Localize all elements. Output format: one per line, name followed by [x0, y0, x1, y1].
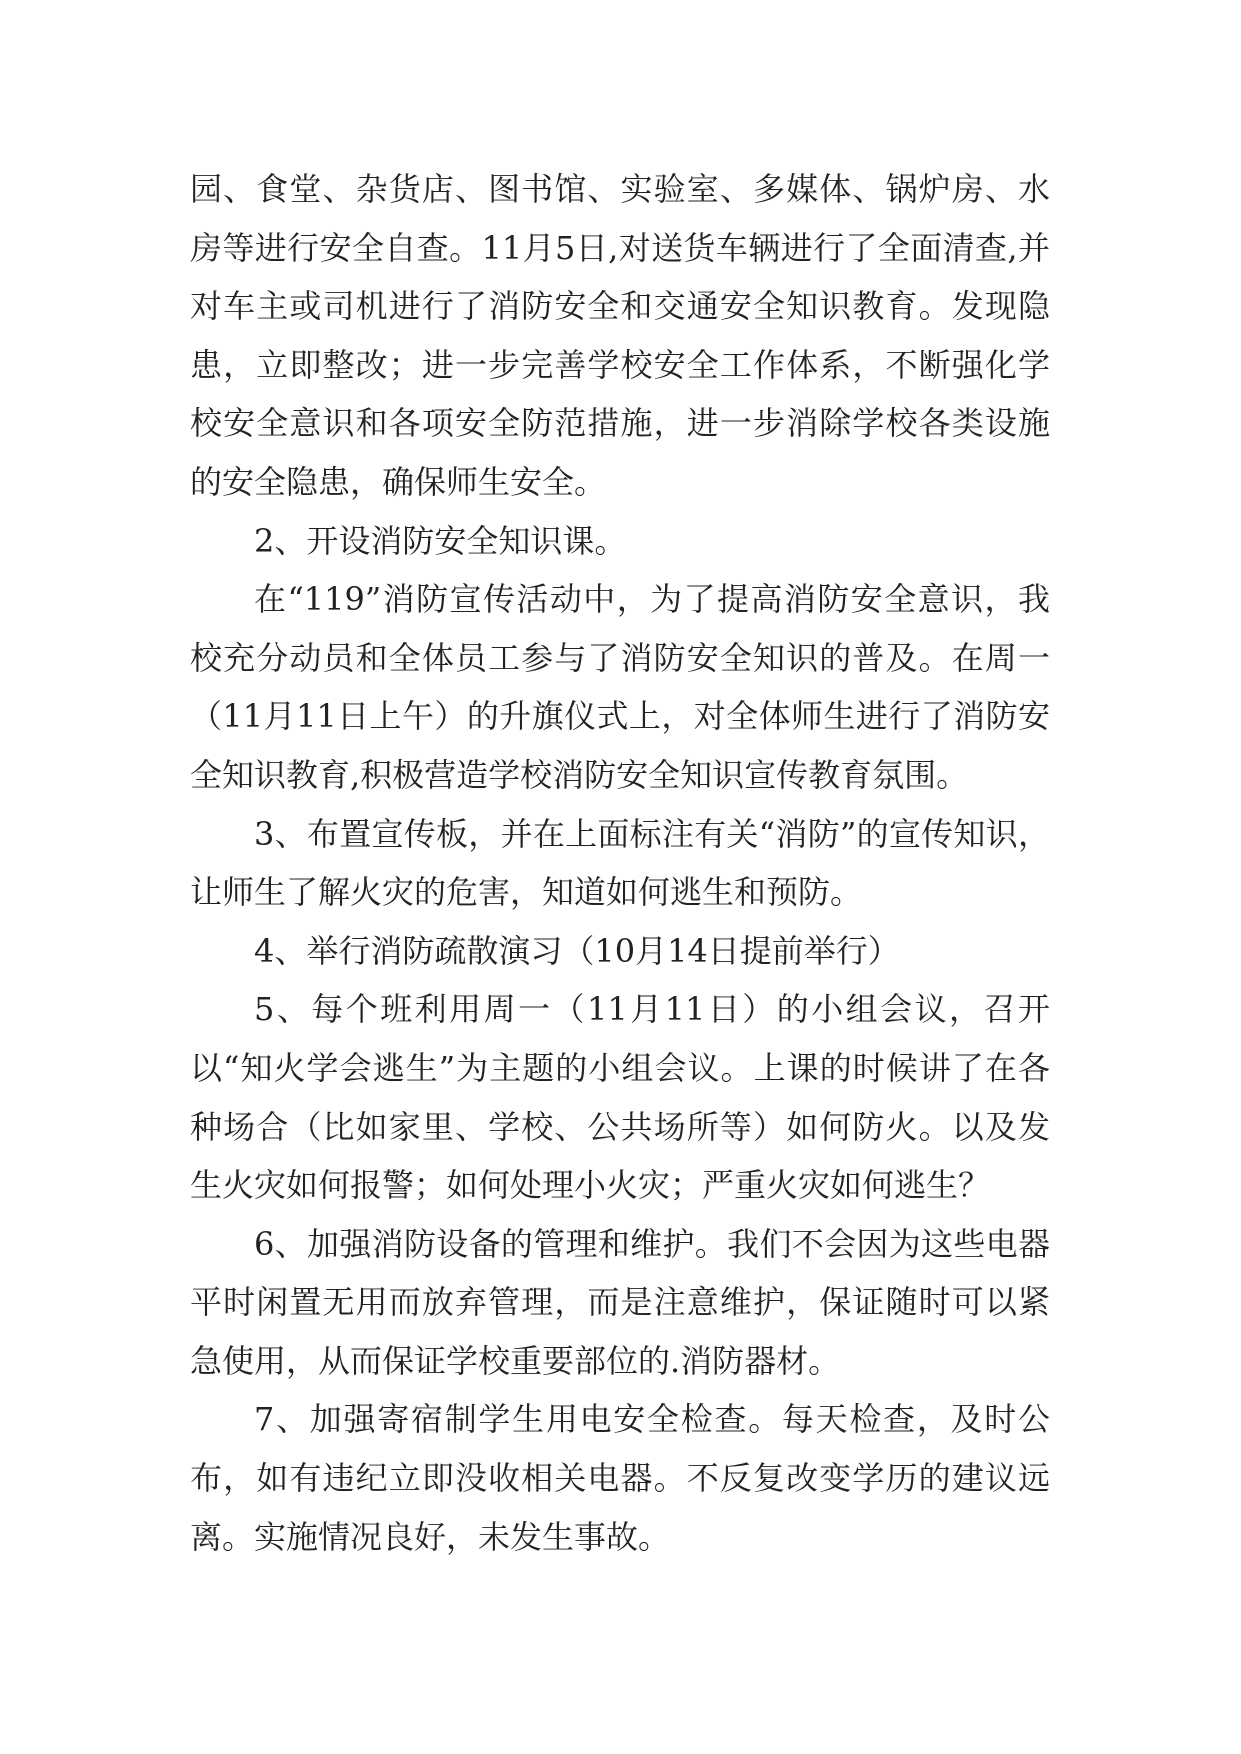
paragraph-equipment-maintenance: 6、加强消防设备的管理和维护。我们不会因为这些电器平时闲置无用而放弃管理，而是注意维护，保证随时可以紧急使用，从而保证学校重要部位的.消防器材。	[190, 1224, 1050, 1380]
paragraph-class-meeting: 5、每个班利用周一（11月11日）的小组会议，召开以“知火学会逃生”为主题的小组会议。上课的时候讲了在各种场合（比如家里、学校、公共场所等）如何防火。以及发生火灾如何报警；如何处理小火灾；严重火灾如何逃生？	[190, 990, 1050, 1205]
paragraph-119-campaign: 在“119”消防宣传活动中，为了提高消防安全意识，我校充分动员和全体员工参与了消防安全知识的普及。在周一（11月11日上午）的升旗仪式上，对全体师生进行了消防安全知识教育,积极营造学校消防安全知识宣传教育氛围。	[190, 580, 1050, 794]
paragraph-safety-inspection: 园、食堂、杂货店、图书馆、实验室、多媒体、锅炉房、水房等进行安全自查。11月5日,对送货车辆进行了全面清查,并对车主或司机进行了消防安全和交通安全知识教育。发现隐患，立即整改；进一步完善学校安全工作体系，不断强化学校安全意识和各项安全防范措施，进一步消除学校各类设施的安全隐患，确保师生安全。	[190, 170, 1050, 501]
paragraph-publicity-board: 3、布置宣传板，并在上面标注有关“消防”的宣传知识，让师生了解火灾的危害，知道如何逃生和预防。	[190, 814, 1050, 912]
paragraph-evacuation-drill: 4、举行消防疏散演习（10月14日提前举行）	[254, 931, 900, 970]
paragraph-dormitory-electricity-check: 7、加强寄宿制学生用电安全检查。每天检查，及时公布，如有违纪立即没收相关电器。不反复改变学历的建议远离。实施情况良好，未发生事故。	[190, 1400, 1050, 1556]
heading-fire-safety-class: 2、开设消防安全知识课。	[254, 521, 627, 560]
document-body	[190, 160, 1050, 1566]
